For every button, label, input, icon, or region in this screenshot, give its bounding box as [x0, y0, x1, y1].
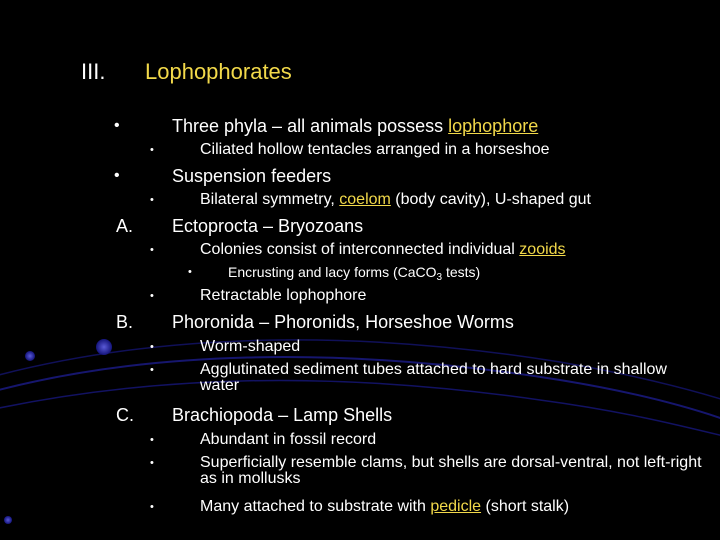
bullet: •: [114, 167, 120, 184]
superficially-text: Superficially resemble clams, but shells are dorsal-ventral, not left-right as in mollusks: [200, 454, 702, 487]
bullet: •: [150, 364, 154, 376]
bilateral-label: Bilateral symmetry,: [200, 191, 340, 208]
bullet: •: [150, 144, 154, 156]
phoronida-heading: Phoronida – Phoronids, Horseshoe Worms: [172, 312, 514, 332]
zooids-link[interactable]: zooids: [519, 241, 566, 258]
coelom-link[interactable]: coelom: [339, 191, 391, 208]
decorative-dot: [25, 351, 35, 361]
slide-title: Lophophorates: [145, 59, 292, 84]
suspension-text: Suspension feeders: [172, 166, 332, 186]
decorative-dot: [96, 339, 112, 355]
slide-number: III.: [81, 59, 106, 84]
bullet: •: [114, 117, 120, 134]
bullet: •: [188, 266, 192, 278]
bullet: •: [150, 434, 154, 446]
agglutinated-text: Agglutinated sediment tubes attached to hard substrate in shallow water: [200, 361, 667, 394]
bullet: •: [150, 341, 154, 353]
encrusting-subscript: 3: [436, 272, 443, 283]
bullet: •: [150, 290, 154, 302]
three-phyla-text: [172, 117, 538, 135]
three-phyla-label: Three phyla – all animals possess: [172, 116, 449, 136]
retractable-text: Retractable lophophore: [200, 287, 367, 304]
pedicle-link[interactable]: pedicle: [430, 498, 482, 515]
many-attached-label-end: (short stalk): [481, 498, 570, 515]
bilateral-text: [200, 192, 591, 208]
bullet: •: [150, 244, 154, 256]
decorative-dot: [4, 516, 12, 524]
section-letter-b: B.: [116, 312, 134, 332]
bilateral-label-end: (body cavity), U-shaped gut: [390, 191, 591, 208]
brachiopoda-heading: Brachiopoda – Lamp Shells: [172, 405, 393, 425]
encrusting-label-end: tests): [442, 264, 481, 280]
colonies-label: Colonies consist of interconnected individual: [200, 241, 520, 258]
bullet: •: [150, 501, 154, 513]
encrusting-label: Encrusting and lacy forms (CaCO: [228, 264, 437, 280]
bullet: •: [150, 457, 154, 469]
section-letter-c: C.: [116, 405, 134, 425]
ectoprocta-heading: Ectoprocta – Bryozoans: [172, 216, 364, 236]
lophophore-link[interactable]: lophophore: [448, 116, 539, 136]
many-attached-label: Many attached to substrate with: [200, 498, 431, 515]
worm-text: Worm-shaped: [200, 338, 301, 355]
abundant-text: Abundant in fossil record: [200, 431, 377, 448]
ciliated-text: Ciliated hollow tentacles arranged in a horseshoe: [200, 141, 550, 158]
colonies-text: [200, 242, 566, 258]
section-letter-a: A.: [116, 216, 134, 236]
many-attached-text: [200, 499, 569, 515]
encrusting-text: [228, 264, 481, 283]
bullet: •: [150, 194, 154, 206]
